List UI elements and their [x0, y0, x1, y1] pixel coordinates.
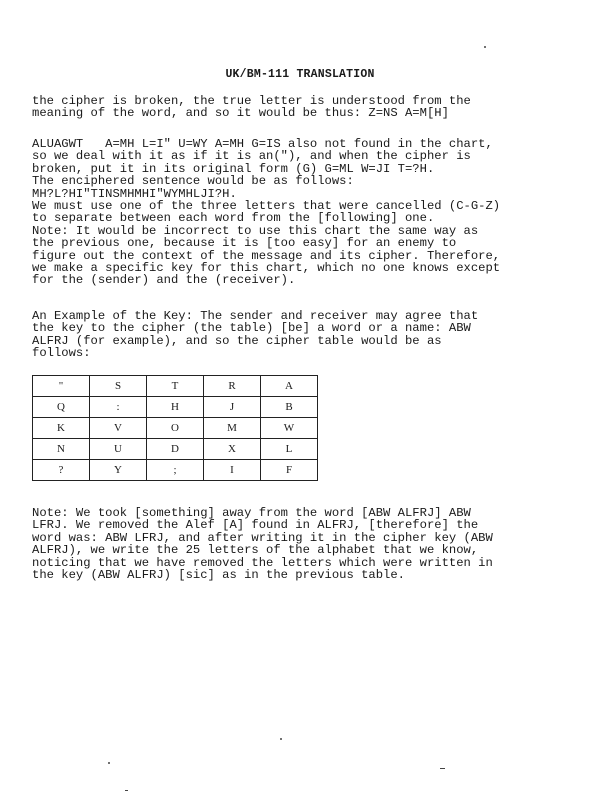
document-title: UK/BM-111 TRANSLATION — [225, 68, 375, 81]
scan-speck — [125, 790, 128, 791]
table-cell: S — [90, 376, 147, 397]
table-cell: M — [204, 418, 261, 439]
table-cell: R — [204, 376, 261, 397]
table-cell: K — [33, 418, 90, 439]
paragraph-aluagwt-example: ALUAGWT A=MH L=I" U=WY A=MH G=IS also not found in the chart, so we deal with it as if it is an("), and when the cipher is broken, put it in its original form (G) G=ML W=JI T=?H. The enciphered sentence would be as follows: MH?L?HI"TINSMHMHI"WYMHLJI?H. We must use one of the three letters that were cancelled (C-G-Z) to separate between each word from the [following] one. Note: It would be incorrect to use this chart the same way as the previous one, because it is [too easy] for an enemy to figure out the context of the message and its cipher. Therefore, we make a specific key for this chart, which no one knows except for the (sender) and the (receiver). — [32, 137, 501, 288]
table-row — [33, 397, 318, 418]
table-cell: H — [147, 397, 204, 418]
paragraph-key-example: An Example of the Key: The sender and receiver may agree that the key to the cipher (the table) [be] a word or a name: ABW ALFRJ (for example), and so the cipher table would be as follows: — [32, 309, 479, 361]
table-cell: N — [33, 439, 90, 460]
table-cell: : — [90, 397, 147, 418]
scan-speck — [280, 738, 282, 740]
table-cell: A — [261, 376, 318, 397]
table-cell: ; — [147, 460, 204, 481]
table-cell: I — [204, 460, 261, 481]
scan-speck — [440, 768, 445, 769]
table-cell: Y — [90, 460, 147, 481]
table-cell: U — [90, 439, 147, 460]
table-cell: B — [261, 397, 318, 418]
table-row — [33, 376, 318, 397]
table-cell: T — [147, 376, 204, 397]
table-row — [33, 439, 318, 460]
scan-speck — [108, 762, 110, 764]
table-cell: ? — [33, 460, 90, 481]
table-cell: D — [147, 439, 204, 460]
table-cell: W — [261, 418, 318, 439]
table-row — [33, 418, 318, 439]
paragraph-note-alef: Note: We took [something] away from the word [ABW ALFRJ] ABW LFRJ. We removed the Alef [A] found in ALFRJ, [therefore] the word was: ABW LFRJ, and after writing it in the cipher key (ABW ALFRJ), we write the 25 letters of the alphabet that we know, noticing that we have removed the letters which were written in the key (ABW ALFRJ) [sic] as in the previous table. — [32, 506, 493, 583]
table-cell: O — [147, 418, 204, 439]
table-cell: " — [33, 376, 90, 397]
paragraph-cipher-broken: the cipher is broken, the true letter is understood from the meaning of the word, and so it would be thus: Z=NS A=M[H] — [32, 94, 471, 121]
table-cell: J — [204, 397, 261, 418]
table-cell: X — [204, 439, 261, 460]
table-cell: F — [261, 460, 318, 481]
scan-speck — [484, 46, 486, 48]
table-cell: Q — [33, 397, 90, 418]
table-cell: V — [90, 418, 147, 439]
table-cell: L — [261, 439, 318, 460]
cipher-table — [32, 375, 318, 481]
table-row — [33, 460, 318, 481]
